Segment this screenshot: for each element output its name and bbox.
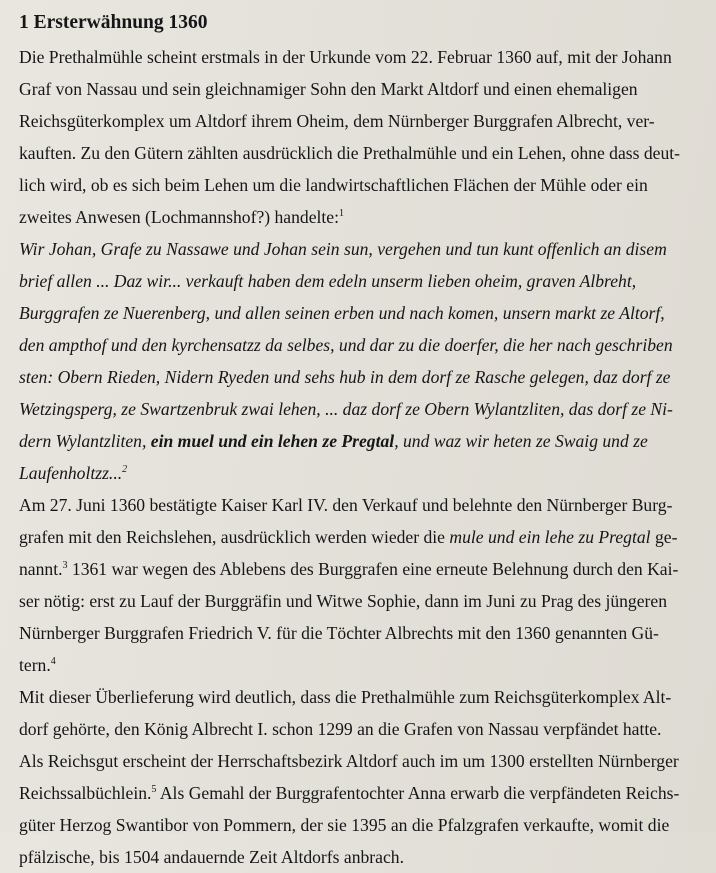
text-span: Reichssalbüchlein. [19,783,152,803]
quote-line: brief allen ... Daz wir... verkauft haben dem edeln unserm lieben oheim, graven Albreht, [19,271,637,291]
text-line: kauften. Zu den Gütern zählten ausdrücklich die Prethalmühle und ein Lehen, ohne dass deut- [19,143,681,163]
footnote-ref-5: 5 [151,784,157,795]
quote-line [19,425,708,457]
text-span: ge- [650,527,678,547]
text-line: Graf von Nassau und sein gleichnamiger Sohn den Markt Altdorf und einen ehemaligen [19,79,638,99]
text-line: lich wird, ob es sich beim Lehen um die landwirtschaftlichen Flächen der Mühle oder ein [19,175,648,195]
quote-line: den ampthof und den kyrchensatzz da selbes, und dar zu die doerfer, die her nach geschriben [19,335,673,355]
text-line [19,777,708,809]
paragraph-confirmation [19,489,708,681]
text-line: dorf gehörte, den König Albrecht I. schon 1299 an die Grafen von Nassau verpfändet hatte. [19,719,662,739]
text-line: Nürnberger Burggrafen Friedrich V. für die Töchter Albrechts mit den 1360 genannten Gü- [19,623,659,643]
paragraph-quote [19,233,708,489]
text-span: tern. [19,655,51,675]
quote-line: sten: Obern Rieden, Nidern Ryeden und sehs hub in dem dorf ze Rasche gelegen, daz dorf ze [19,367,671,387]
quote-line: Wetzingsperg, ze Swartzenbruk zwai lehen, ... daz dorf ze Obern Wylantzliten, das dorf ze Ni- [19,399,673,419]
text-span: grafen mit den Reichslehen, ausdrücklich werden wieder die [19,527,450,547]
text-line: Reichsgüterkomplex um Altdorf ihrem Oheim, dem Nürnberger Burggrafen Albrecht, ver- [19,111,655,131]
quote-line: Burggrafen ze Nuerenberg, und allen seinen erben und nach komen, unsern markt ze Altorf, [19,303,665,323]
text-line: pfälzische, bis 1504 andauernde Zeit Altdorfs anbrach. [19,847,404,867]
paragraph-intro [19,41,708,233]
paragraph-conclusion [19,681,708,873]
text-span: , und waz wir heten ze Swaig und ze [394,431,648,451]
text-line: ser nötig: erst zu Lauf der Burggräfin und Witwe Sophie, dann im Juni zu Prag des jüngeren [19,591,668,611]
text-span: nannt. [19,559,63,579]
text-line: güter Herzog Swantibor von Pommern, der sie 1395 an die Pfalzgrafen verkaufte, womit die [19,815,670,835]
text-line [19,521,708,553]
text-span: Laufenholtzz... [19,463,123,483]
footnote-ref-1: 1 [339,208,344,219]
text-span: zweites Anwesen (Lochmannshof?) handelte: [19,207,339,227]
quote-line: Wir Johan, Grafe zu Nassawe und Johan sein sun, vergehen und tun kunt offenlich an disem [19,239,667,259]
text-span: Als Gemahl der Burggrafentochter Anna erwarb die verpfändeten Reichs- [156,783,680,803]
text-line [19,553,708,585]
text-span: dern Wylantzliten, [19,431,151,451]
emphasis-mill-phrase: ein muel und ein lehen ze Pregtal [150,431,395,451]
text-span: 1361 war wegen des Ablebens des Burggrafen eine erneute Belehnung durch den Kai- [67,559,679,579]
text-line [19,201,708,233]
text-line: Am 27. Juni 1360 bestätigte Kaiser Karl IV. den Verkauf und belehnte den Nürnberger Burg- [19,495,673,515]
footnote-ref-2: 2 [122,464,128,475]
text-line: Mit dieser Überlieferung wird deutlich, dass die Prethalmühle zum Reichsgüterkomplex Alt- [19,687,672,707]
text-line: Als Reichsgut erscheint der Herrschaftsbezirk Altdorf auch im um 1300 erstellten Nürnberger [19,751,679,771]
italic-phrase: mule und ein lehe zu Pregtal [449,527,651,547]
quote-line [19,457,708,489]
section-heading: 1 Ersterwähnung 1360 [19,12,208,33]
text-line: Die Prethalmühle scheint erstmals in der Urkunde vom 22. Februar 1360 auf, mit der Johann [19,47,672,67]
footnote-ref-3: 3 [62,560,68,571]
text-line [19,649,708,681]
footnote-ref-4: 4 [50,656,56,667]
